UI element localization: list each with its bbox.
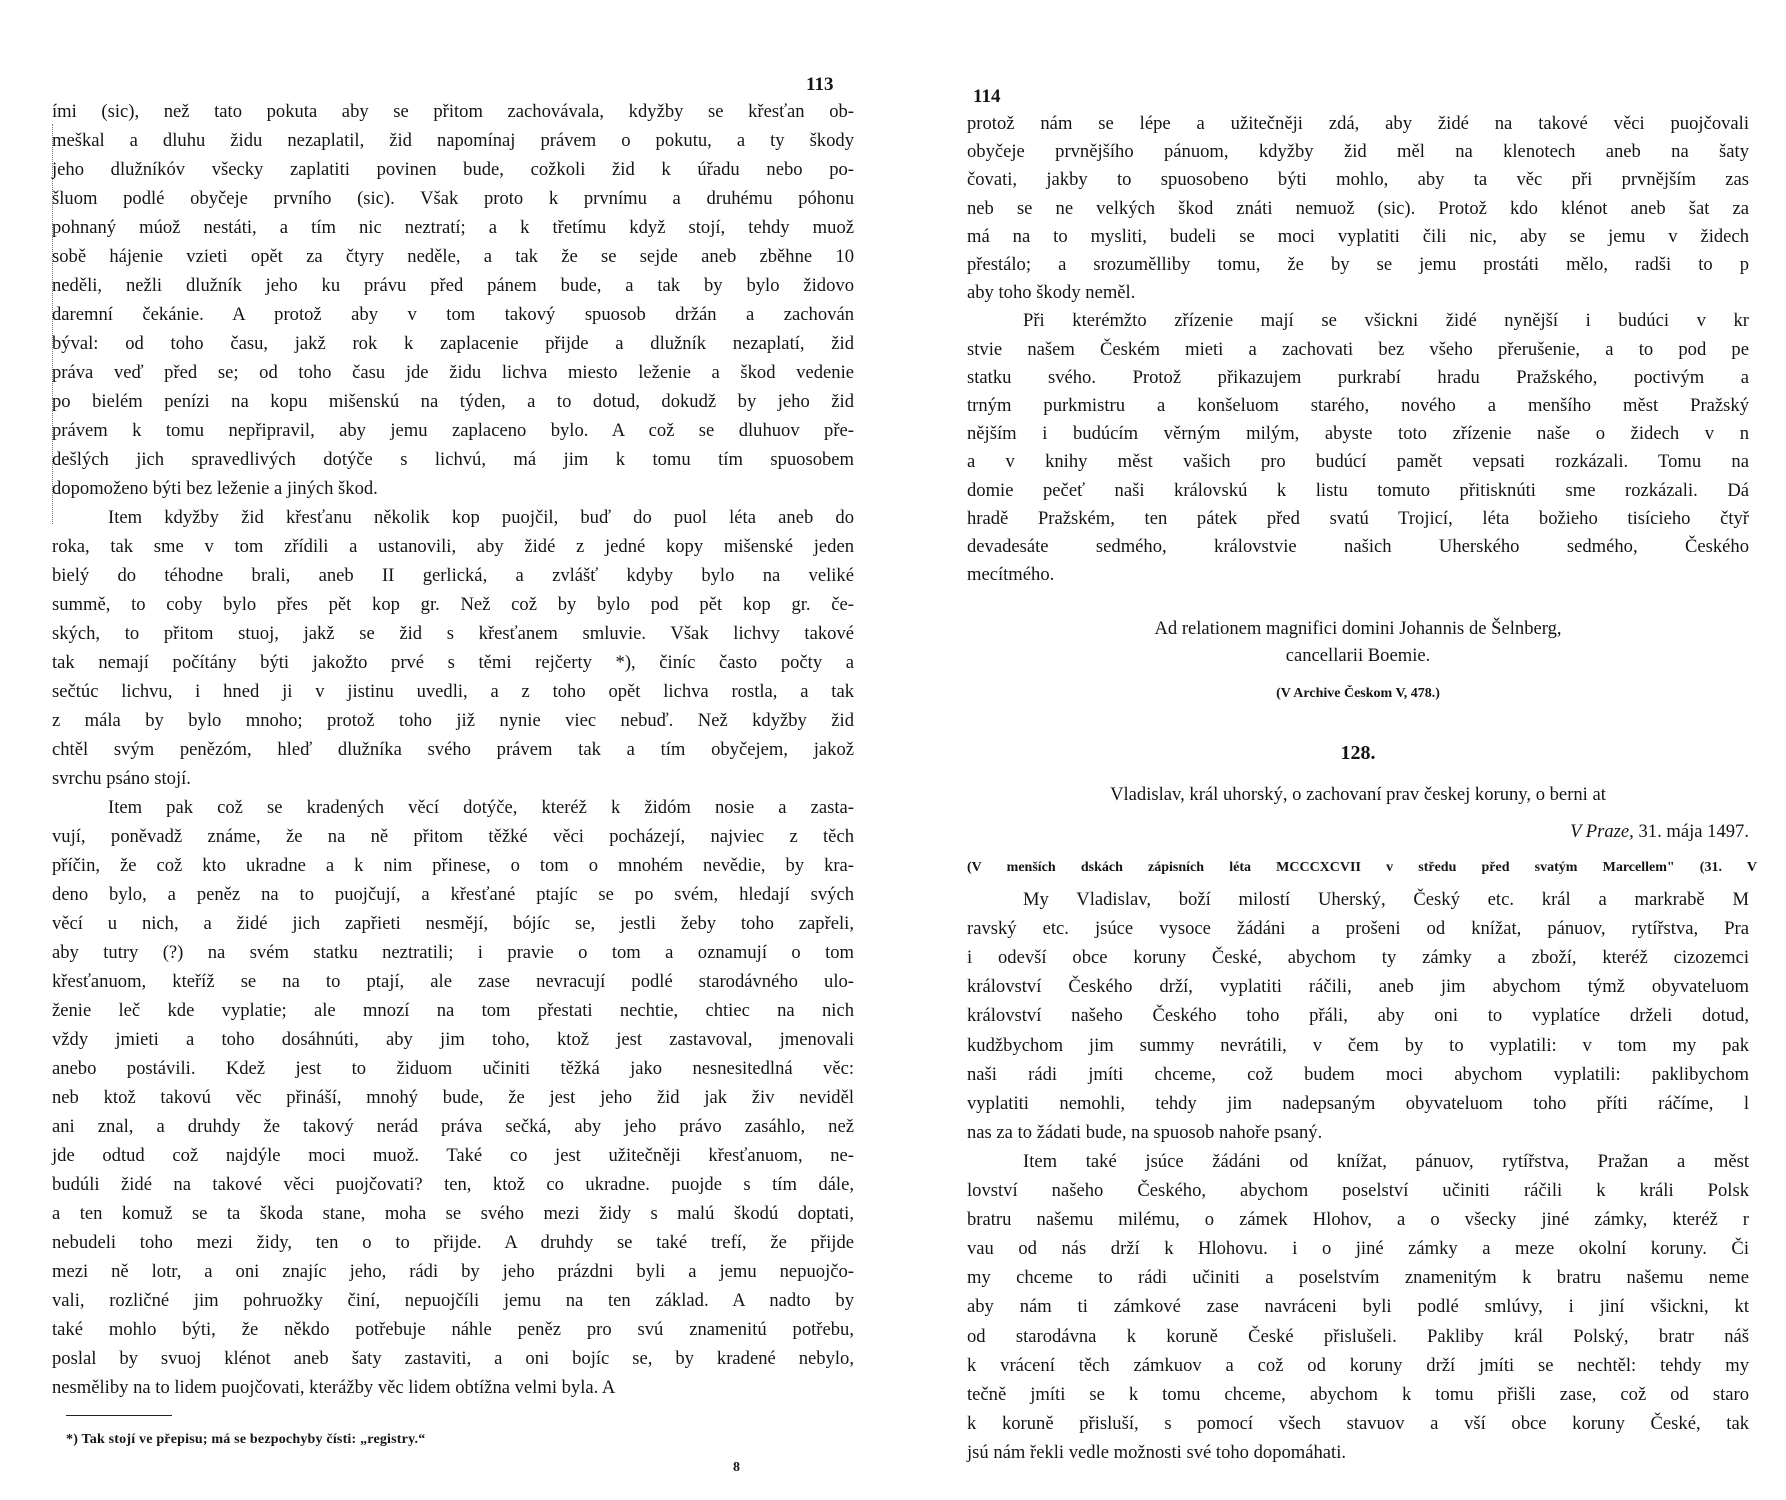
text-line: ženie leč kde vyplatie; ale mnozí na tom přestati nechtie, chtiec na nich [52, 1000, 854, 1021]
text-line: nas za to žádati bude, na spuosob nahoře psaný. [967, 1121, 1323, 1143]
text-line: věcí u nich, a židé jich zapřieti nesmějí, bójíc se, jestli žeby toho zapřeli, [52, 913, 854, 934]
text-line: dešlých jich spravedlivých dotýče s lichvú, má jim k tomu tím spuosobem [52, 449, 854, 470]
text-line: býval: od toho času, jakž rok k zaplacenie přijde a dlužník nezaplatí, žid [52, 333, 854, 354]
text-line: nesměliby na to lidem puojčovati, kterážby věc lidem obtížna velmi byla. A [52, 1377, 616, 1398]
page-number-left: 113 [806, 74, 834, 95]
text-line: vali, rozličné jim pohruožky činí, nepuojčíli jemu na ten základ. A nadto by [52, 1290, 854, 1311]
text-line: nějším i budúcím věrným milým, abyste toto zřízenie naše o židech v n [967, 423, 1749, 445]
document-heading: Vladislav, král uhorský, o zachovaní prav českej koruny, o berni at [1110, 784, 1606, 805]
text-line: my chceme to rádi učiniti a poselstvím znamenitým k bratru našemu neme [967, 1267, 1749, 1289]
text-line: čovati, jakby to spuosobeno býti mohlo, aby ta věc při prvnějším zas [967, 169, 1749, 191]
text-line: sečtúc lichvu, i hned ji v jistinu uvedli, a z toho opět lichva rostla, a tak [52, 681, 854, 702]
relatio-line-1: Ad relationem magnifici domini Johannis de Šelnberg, [1154, 618, 1562, 639]
text-line: tečně jmíti se k tomu chceme, abychom k tomu přišli zase, což od staro [967, 1383, 1749, 1405]
text-line: naši rádi jmíti chceme, což budem moci abychom vyplatili: paklibychom [967, 1063, 1749, 1085]
text-line: také mohlo býti, že někdo potřebuje náhle peněz pro svú znamenitú potřebu, [52, 1319, 854, 1340]
text-line: neb ktož takovú věc přináší, mnohý bude, že jest jeho žid jak živ neviděl [52, 1087, 854, 1108]
text-line: dopomoženo býti bez leženie a jiných škod. [52, 478, 378, 499]
text-line: ravský etc. jsúce vysoce žádáni a prošeni od knížat, pánuov, rytířstva, Pra [967, 918, 1749, 940]
text-line: bielý do téhodne brali, aneb II gerlická, a zvlášť kdyby bylo na veliké [52, 565, 854, 586]
text-line: příčin, že což kto ukradne a k nim přinese, o tom o mnohém nevědie, by kra- [52, 855, 854, 876]
text-line: jeho dlužníkóv všecky zaplatiti povinen bude, cožkoli žid k úřadu nebo po- [52, 159, 854, 180]
text-line: právem k tomu nepřipravil, aby jemu zaplaceno bylo. A což se dluhuov pře- [52, 420, 854, 441]
text-line: nebudeli toho mezi židy, ten o to přijde. A druhdy se také trefí, že přijde [52, 1232, 854, 1253]
document-number: 128. [1340, 742, 1376, 764]
register-note: (V menších dskách zápisních léta MCCCXCVII v středu před svatým Marcellem" (31. V [967, 860, 1757, 875]
text-line: summě, to coby bylo přes pět kop gr. Než což by bylo pod pět kop gr. če- [52, 594, 854, 615]
text-line: protož nám se lépe a užitečněji zdá, aby židé na takové věci puojčovali [967, 113, 1749, 134]
text-line: Item také jsúce žádáni od knížat, pánuov, rytířstva, Pražan a měst [1023, 1150, 1749, 1172]
date: 31. mája 1497. [1638, 821, 1749, 842]
text-line: neb se ne velkých škod znáti nemuož (sic). Protož kdo klénot aneb šat za [967, 197, 1749, 219]
text-line: My Vladislav, boží milostí Uherský, Český etc. král a markrabě M [1023, 889, 1749, 910]
footnote-rule [66, 1415, 172, 1416]
text-line: ani znal, a druhdy že takový nerád práva sečká, aby jeho právo zasáhlo, než [52, 1116, 854, 1137]
text-line: ími (sic), než tato pokuta aby se přitom zachovávala, kdyžby se křesťan ob- [52, 101, 854, 122]
text-line: vždy jmieti a toho dosáhnúti, aby jim toho, ktož jest zastavoval, jmenovali [52, 1029, 854, 1050]
text-line: neděli, nežli dlužník jeho ku právu před pánem bude, a tak by bylo židovo [52, 275, 854, 296]
place: V Praze, [1570, 821, 1634, 842]
text-line: svrchu psáno stojí. [52, 768, 191, 789]
text-line: daremní čekánie. A protož aby v tom takový spuosob držán a zachován [52, 304, 854, 325]
text-line: přestálo; a srozumělliby tomu, že by se jemu prostáti mělo, radši to p [967, 254, 1749, 275]
footnote: *) Tak stojí ve přepisu; má se bezpochyby čísti: „registry.“ [66, 1432, 426, 1447]
text-line: a v knihy měst vašich pro budúcí pamět vepsati rozkázali. Tomu na [967, 451, 1749, 473]
text-line: k koruně přisluší, s pomocí všech stavuov a vší obce koruny České, tak [967, 1412, 1749, 1434]
text-line: stvie našem Českém mieti a zachovati bez všeho přerušenie, a to pod pe [967, 338, 1749, 360]
text-line: pohnaný múož nestáti, a tím nic neztratí; a k třetímu když stojí, tehdy muož [52, 217, 854, 238]
text-line: poslal by svuoj klénot aneb šaty zastaviti, a oni bojíc se, by kradené nebylo, [52, 1348, 854, 1369]
text-line: roka, tak sme v tom zřídili a ustanovili, aby židé z jedné kopy mišenské jeden [52, 536, 854, 557]
text-line: ských, to přitom stuoj, jakž se žid s křesťanem smluvie. Však lichvy takové [52, 623, 854, 644]
text-line: aby toho škody neměl. [967, 282, 1136, 304]
text-line: vují, poněvadž známe, že na ně přitom těžké věci pocházejí, najviec z těch [52, 826, 854, 847]
text-line: práva veď před se; od toho času jde židu lichva miesto leženie a škod vedenie [52, 362, 854, 383]
source-reference: (V Archive Českom V, 478.) [1276, 686, 1440, 701]
text-line: Item kdyžby žid křesťanu několik kop puojčil, buď do puol léta aneb do [108, 507, 854, 528]
text-line: křesťanuom, kteříž se na to ptají, ale zase nevracují podlé starodávného ulo- [52, 971, 854, 992]
text-line: vau od nás drží k Hlohovu. i o jiné zámky a meze okolní koruny. Či [967, 1238, 1749, 1260]
text-line: jsú nám řekli vedle možnosti své toho dopomáhati. [967, 1441, 1347, 1463]
text-line: budúli židé na takové věci puojčovati? ten, ktož co ukradne. puojde s tím dále, [52, 1174, 854, 1195]
text-line: trným purkmistru a konšeluom starého, nového a menšího měst Pražský [967, 395, 1749, 416]
text-line: po bielém penízi na kopu mišenskú na týden, a to dotud, dokudž by jeho žid [52, 391, 854, 412]
text-line: anebo postávili. Kdež jest to židuom učiniti těžká jako nesnesitedlná věc: [52, 1058, 854, 1079]
page-number-right: 114 [973, 86, 1001, 107]
text-line: vyplatiti nemohli, tehdy jim nadepsaným obyvateluom toho příti ráčíme, l [967, 1092, 1749, 1114]
text-line: bratru našemu milému, o zámek Hlohov, a o všecky jiné zámky, kteréž r [967, 1209, 1749, 1231]
text-line: chtěl svým penězóm, hleď dlužníka svého právem tak a tím obyčejem, jakož [52, 739, 854, 760]
text-line: království Českého drží, vyplatiti ráčili, aneb jim abychom týmž obyvateluom [967, 976, 1749, 998]
text-line: jde odtud což najdýle moci muož. Také co jest užitečněji křesťanuom, ne- [52, 1145, 854, 1166]
text-line: meškal a dluhu židu nezaplatil, žid napomínaj právem o pokutu, a ty škody [52, 130, 854, 151]
text-line: z mála by bylo mnoho; protož toho již nynie viec nebuď. Než kdyžby žid [52, 710, 854, 731]
text-line: tak nemají počítány býti jakožto prvé s těmi rejčerty *), činíc často počty a [52, 652, 854, 673]
text-line: Item pak což se kradených věcí dotýče, kteréž k židóm nosie a zasta- [108, 797, 854, 818]
text-line: statku svého. Protož přikazujem purkrabí hradu Pražského, poctivým a [967, 366, 1749, 388]
text-line: i odevší obce koruny České, abychom ty zámky a zboží, kteréž cizozemci [967, 947, 1749, 969]
text-line: mezi ně lotr, a oni znajíc jeho, rádi by jeho prázdni byli a jemu nepuojčo- [52, 1261, 854, 1282]
text-line: lovství našeho Českého, abychom poselství učiniti ráčili k králi Polsk [967, 1180, 1749, 1201]
right-page [893, 0, 1786, 1500]
text-line: a ten komuž se ta škoda stane, moha se svého mezi židy s malú škodú doptati, [52, 1203, 854, 1224]
text-line: mecítmého. [967, 564, 1055, 586]
text-line: od starodávna k koruně České přislušeli. Pakliby král Polský, bratr náš [967, 1325, 1749, 1347]
text-line: sobě hájenie vzieti opět za čtyry neděle, a tak že se sejde aneb zběhne 10 [52, 246, 854, 267]
text-line: hradě Pražském, ten pátek před svatú Trojicí, léta božieho tisícieho čtyř [967, 507, 1749, 529]
signature-mark: 8 [733, 1460, 740, 1475]
text-line: kudžbychom jim summy nevrátili, v čem by to vyplatili: v tom my pak [967, 1034, 1749, 1056]
relatio-line-2: cancellarii Boemie. [1285, 645, 1431, 666]
text-line: devadesáte sedmého, královstvie našich Uherského sedmého, Českého [967, 536, 1749, 557]
place-date [967, 820, 1749, 844]
text-line: k vrácení těch zámkuov a což od koruny drží jmíti se nechtěl: tehdy my [967, 1354, 1749, 1376]
text-line: domie pečeť naši královskú k listu tomuto přitisknúti sme rozkázali. Dá [967, 479, 1749, 501]
text-line: deno bylo, a peněz na to puojčují, a křesťané ptajíc se po svém, hledají svých [52, 884, 854, 905]
text-line: obyčeje prvnějšího pánuom, kdyžby žid měl na klenotech aneb na šaty [967, 141, 1749, 163]
text-line: aby nám ti zámkové zase navráceni byli podlé smlúvy, i jiní všickni, kt [967, 1296, 1749, 1318]
text-line: šluom podlé obyčeje prvního (sic). Však proto k prvnímu a druhému póhonu [52, 188, 854, 209]
text-line: Při kterémžto zřízenie mají se všickni židé nynější i budúci v kr [1023, 310, 1749, 332]
text-line: má na to mysliti, budeli se moci vyplatiti čili nic, aby se jemu v židech [967, 225, 1749, 247]
text-line: aby tutry (?) na svém statku neztratili; i pravie o tom a oznamují o tom [52, 942, 854, 963]
text-line: království našeho Českého toho přáli, aby oni to vyplatíce drželi dotud, [967, 1005, 1749, 1027]
